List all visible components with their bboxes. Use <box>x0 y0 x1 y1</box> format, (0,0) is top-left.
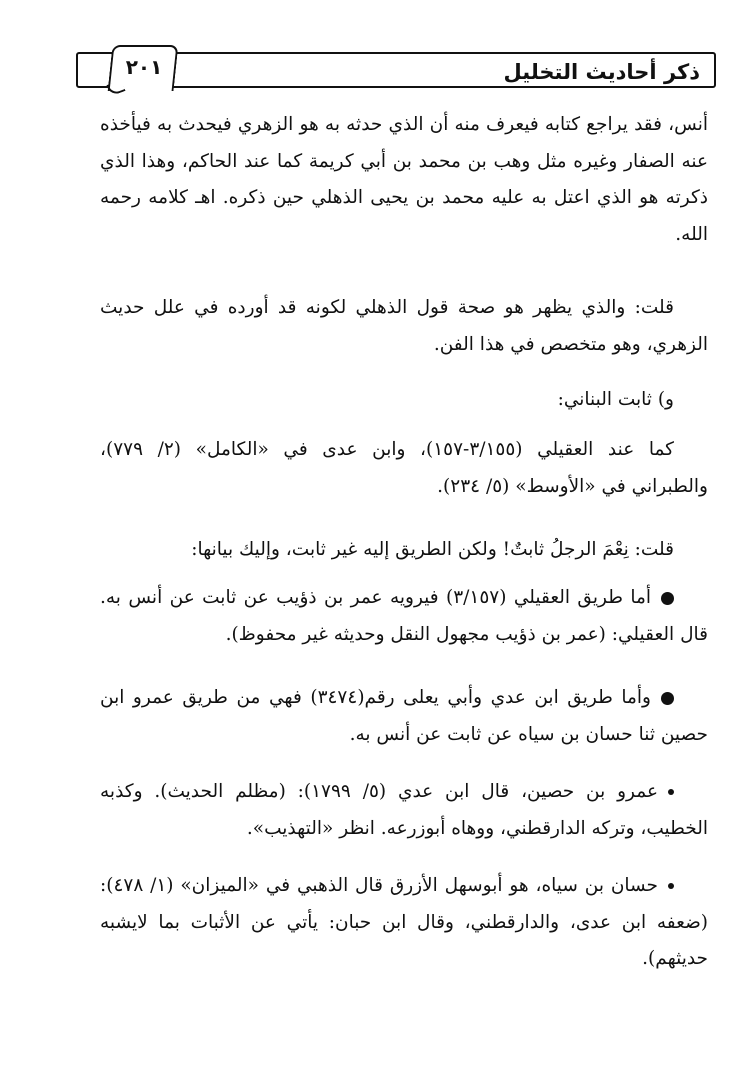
bullet-item-ibn-adi <box>100 680 708 753</box>
section-heading-thabit: و) ثابت البناني: <box>557 389 674 410</box>
small-bullet-icon <box>668 883 674 889</box>
bullet-text: عمرو بن حصين، قال ابن عدي (٥/ ١٧٩٩): (مظلم الحديث). وكذبه الخطيب، وتركه الدارقطني، ووهاه أبوزرعه. انظر «التهذيب». <box>100 781 708 839</box>
bullet-item-amr-ibn-husayn <box>100 774 708 847</box>
paragraph-comment: قلت: والذي يظهر هو صحة قول الذهلي لكونه قد أورده في علل حديث الزهري، وهو متخصص في هذا الفن. <box>100 297 708 355</box>
small-bullet-icon <box>668 789 674 795</box>
paragraph-sources: كما عند العقيلي (٣/١٥٥-١٥٧)، وابن عدى في «الكامل» (٢/ ٧٧٩)، والطبراني في «الأوسط» (٥/ ٢٣٤). <box>100 439 708 497</box>
chapter-title: ذكر أحاديث التخليل <box>503 60 700 84</box>
bullet-text: حسان بن سياه، هو أبوسهل الأزرق قال الذهبي في «الميزان» (١/ ٤٧٨): (ضعفه ابن عدى، والدارقطني، وقال ابن حبان: يأتي عن الأثبات بما لايشبه حديثهم). <box>100 875 708 969</box>
bullet-text: وأما طريق ابن عدي وأبي يعلى رقم(٣٤٧٤) فهي من طريق عمرو ابن حصين ثنا حسان بن سياه عن ثابت عن أنس به. <box>100 687 708 745</box>
paragraph-continuation: أنس، فقد يراجع كتابه فيعرف منه أن الذي حدثه به هو الزهري فيحدث به فيأخذه عنه الصفار وغيره مثل وهب بن محمد بن أبي كريمة كما عند الحاكم، وهذا الذي ذكرته هو الذي اعتل به عليه محمد بن يحيى الذهلي حين ذكره. اهـ كلامه رحمه الله. <box>100 114 708 245</box>
page-number: ٢٠١ <box>125 55 163 79</box>
bullet-text: أما طريق العقيلي (٣/١٥٧) فيرويه عمر بن ذؤيب عن ثابت عن أنس به. قال العقيلي: (عمر بن ذؤيب مجهول النقل وحديثه غير محفوظ). <box>100 587 708 645</box>
bullet-item-hassan-ibn-siyah <box>100 868 708 978</box>
paragraph-verdict: قلت: نِعْمَ الرجلُ ثابتٌ! ولكن الطريق إليه غير ثابت، وإليك بيانها: <box>191 539 674 560</box>
bullet-icon <box>661 692 674 705</box>
bullet-item-uqayli <box>100 580 708 653</box>
bullet-icon <box>661 592 674 605</box>
